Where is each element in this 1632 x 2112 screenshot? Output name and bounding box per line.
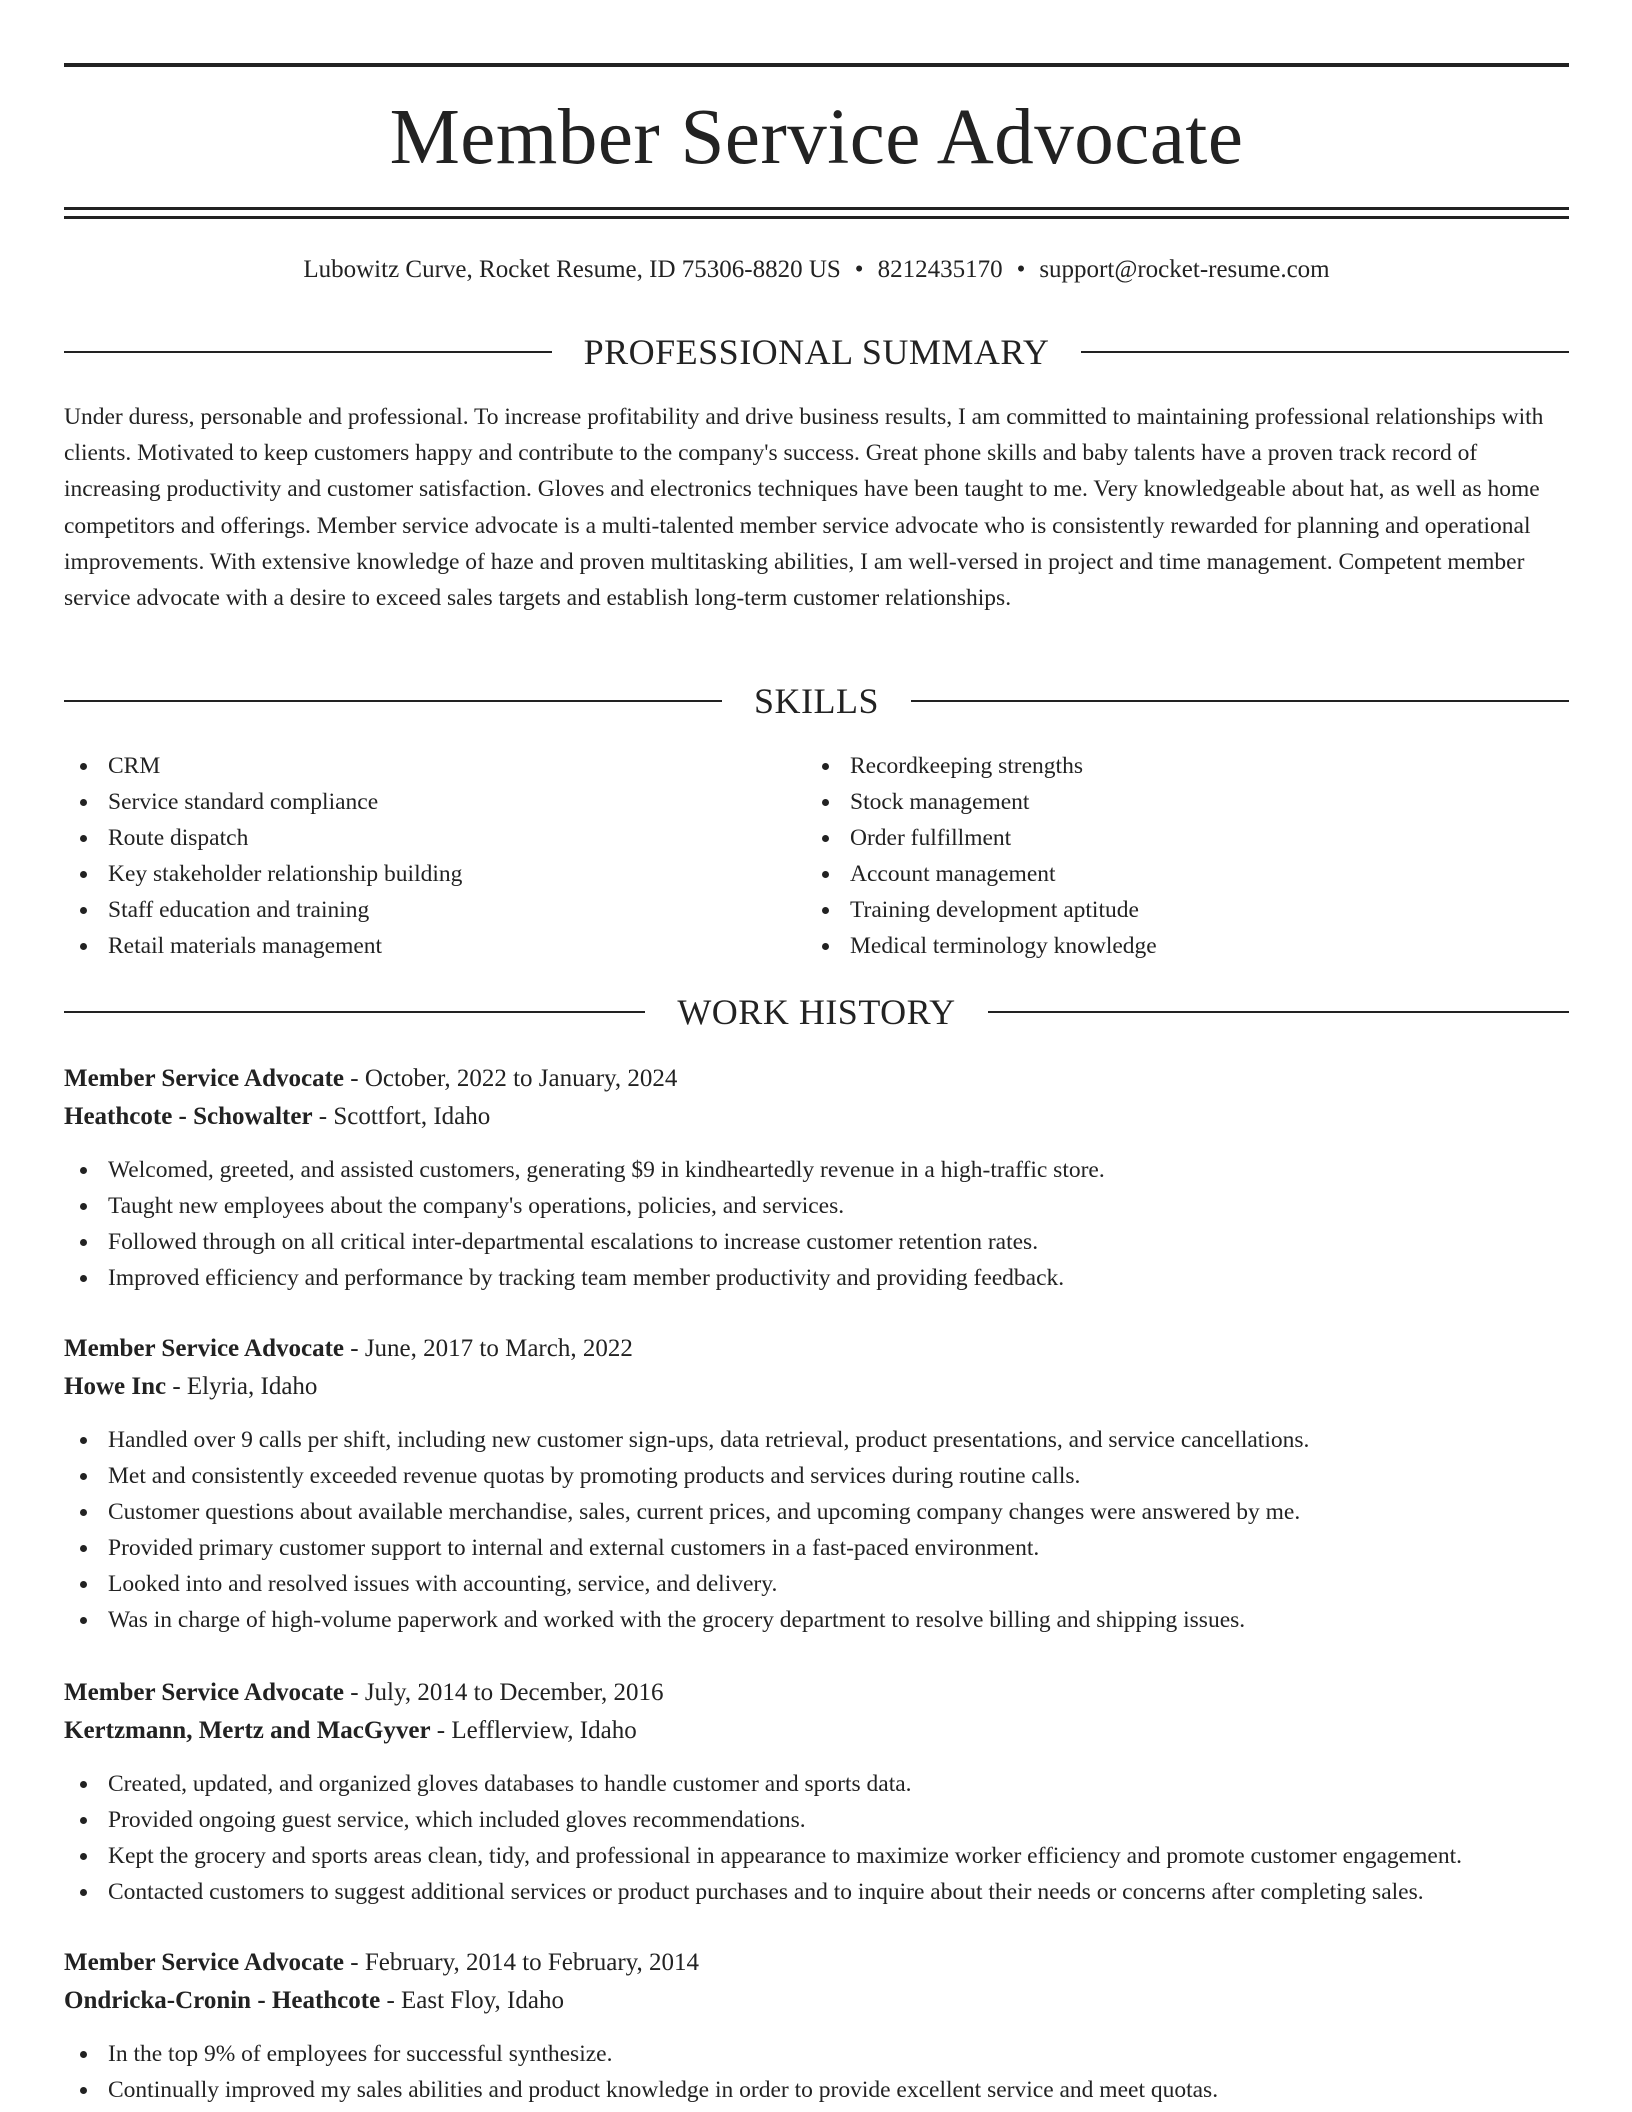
job-bullet: Was in charge of high-volume paperwork and worked with the grocery department to resolve billing and shipping issues. xyxy=(64,1602,1569,1638)
skills-list-left xyxy=(64,748,804,964)
job-bullet: Provided ongoing guest service, which included gloves recommendations. xyxy=(64,1802,1569,1838)
heading-rule-right xyxy=(988,1011,1569,1013)
heading-rule-left xyxy=(64,351,552,353)
contact-address: Lubowitz Curve, Rocket Resume, ID 75306-8820 US xyxy=(303,256,841,283)
job-dates: - October, 2022 to January, 2024 xyxy=(344,1065,678,1092)
job-bullet: Customer questions about available merchandise, sales, current prices, and upcoming company changes were answered by me. xyxy=(64,1494,1569,1530)
job-bullet: Created, updated, and organized gloves databases to handle customer and sports data. xyxy=(64,1766,1569,1802)
skills-heading xyxy=(64,679,1569,723)
job-title-line xyxy=(64,1944,1569,1982)
skills-list-right xyxy=(806,748,1546,964)
job-bullet: Kept the grocery and sports areas clean, tidy, and professional in appearance to maximize worker efficiency and promote customer engagement. xyxy=(64,1838,1569,1874)
job-bullet: Met and consistently exceeded revenue quotas by promoting products and services during routine calls. xyxy=(64,1458,1569,1494)
job-dates: - June, 2017 to March, 2022 xyxy=(344,1335,633,1362)
job-company: Heathcote - Schowalter xyxy=(64,1103,313,1130)
summary-heading-label: PROFESSIONAL SUMMARY xyxy=(583,332,1050,372)
job-title: Member Service Advocate xyxy=(64,1679,344,1706)
job-bullets xyxy=(64,1422,1569,1638)
job-entry xyxy=(64,1674,1569,1910)
job-location: - Lefflerview, Idaho xyxy=(430,1717,637,1744)
skill-item: Route dispatch xyxy=(64,820,804,856)
skill-item: Training development aptitude xyxy=(806,892,1546,928)
job-company-line xyxy=(64,1368,1569,1406)
summary-text: Under duress, personable and professional. To increase profitability and drive business results, I am committed to maintaining professional relationships with clients. Motivated to keep customers happy and contribute to the company's success. Great phone skills and baby talents have a proven track record of increasing productivity and customer satisfaction. Gloves and electronics techniques have been taught to me. Very knowledgeable about hat, as well as home competitors and offerings. Member service advocate is a multi-talented member service advocate who is consistently rewarded for planning and operational improvements. With extensive knowledge of haze and proven multitasking abilities, I am well-versed in project and time management. Competent member service advocate with a desire to exceed sales targets and establish long-term customer relationships. xyxy=(64,404,1544,612)
heading-rule-left xyxy=(64,700,722,702)
job-location: - East Floy, Idaho xyxy=(380,1987,564,2014)
skill-item: Account management xyxy=(806,856,1546,892)
job-bullet: Taught new employees about the company's operations, policies, and services. xyxy=(64,1188,1569,1224)
heading-rule-right xyxy=(911,700,1569,702)
skill-item: Recordkeeping strengths xyxy=(806,748,1546,784)
skill-item: Staff education and training xyxy=(64,892,804,928)
work-history-heading-label: WORK HISTORY xyxy=(677,992,956,1032)
job-bullet: Continually improved my sales abilities and product knowledge in order to provide excellent service and meet quotas. xyxy=(64,2072,1569,2108)
job-title-line xyxy=(64,1330,1569,1368)
resume-title: Member Service Advocate xyxy=(389,94,1244,181)
skill-item: Medical terminology knowledge xyxy=(806,928,1546,964)
heading-rule-left xyxy=(64,1011,645,1013)
job-bullet: In the top 9% of employees for successful synthesize. xyxy=(64,2036,1569,2072)
work-history-heading xyxy=(64,990,1569,1034)
job-location: - Elyria, Idaho xyxy=(166,1373,318,1400)
job-bullet: Looked into and resolved issues with accounting, service, and delivery. xyxy=(64,1566,1569,1602)
job-bullet: Welcomed, greeted, and assisted customers, generating $9 in kindheartedly revenue in a high-traffic store. xyxy=(64,1152,1569,1188)
contact-phone: 8212435170 xyxy=(877,256,1003,283)
job-bullet: Contacted customers to suggest additional services or product purchases and to inquire about their needs or concerns after completing sales. xyxy=(64,1874,1569,1910)
job-bullets xyxy=(64,1766,1569,1910)
header-bottom-rule-1 xyxy=(64,207,1569,210)
job-title-line xyxy=(64,1060,1569,1098)
skill-item: Stock management xyxy=(806,784,1546,820)
job-company: Ondricka-Cronin - Heathcote xyxy=(64,1987,381,2014)
job-entry xyxy=(64,1330,1569,1638)
job-title: Member Service Advocate xyxy=(64,1335,344,1362)
job-bullets xyxy=(64,2036,1569,2108)
job-bullet: Provided primary customer support to internal and external customers in a fast-paced environment. xyxy=(64,1530,1569,1566)
skill-item: Key stakeholder relationship building xyxy=(64,856,804,892)
header-bottom-rule-2 xyxy=(64,216,1569,219)
summary-heading xyxy=(64,330,1569,374)
contact-line xyxy=(64,254,1569,286)
job-company: Kertzmann, Mertz and MacGyver xyxy=(64,1717,431,1744)
skill-item: CRM xyxy=(64,748,804,784)
skills-heading-label: SKILLS xyxy=(754,681,880,721)
contact-separator: • xyxy=(854,256,864,283)
job-dates: - July, 2014 to December, 2016 xyxy=(344,1679,664,1706)
skill-item: Retail materials management xyxy=(64,928,804,964)
job-location: - Scottfort, Idaho xyxy=(312,1103,491,1130)
job-bullet: Followed through on all critical inter-departmental escalations to increase customer retention rates. xyxy=(64,1224,1569,1260)
job-title: Member Service Advocate xyxy=(64,1949,344,1976)
header-top-rule xyxy=(64,63,1569,67)
job-company-line xyxy=(64,1712,1569,1750)
job-bullet: Handled over 9 calls per shift, including new customer sign-ups, data retrieval, product presentations, and service cancellations. xyxy=(64,1422,1569,1458)
job-bullet: Improved efficiency and performance by tracking team member productivity and providing feedback. xyxy=(64,1260,1569,1296)
job-title: Member Service Advocate xyxy=(64,1065,344,1092)
job-company-line xyxy=(64,1982,1569,2020)
job-bullets xyxy=(64,1152,1569,1296)
skill-item: Service standard compliance xyxy=(64,784,804,820)
job-entry xyxy=(64,1944,1569,2108)
skill-item: Order fulfillment xyxy=(806,820,1546,856)
job-dates: - February, 2014 to February, 2014 xyxy=(344,1949,700,1976)
job-title-line xyxy=(64,1674,1569,1712)
contact-email: support@rocket-resume.com xyxy=(1039,256,1330,283)
heading-rule-right xyxy=(1081,351,1569,353)
contact-separator: • xyxy=(1016,256,1026,283)
job-entry xyxy=(64,1060,1569,1296)
job-company: Howe Inc xyxy=(64,1373,167,1400)
job-company-line xyxy=(64,1098,1569,1136)
